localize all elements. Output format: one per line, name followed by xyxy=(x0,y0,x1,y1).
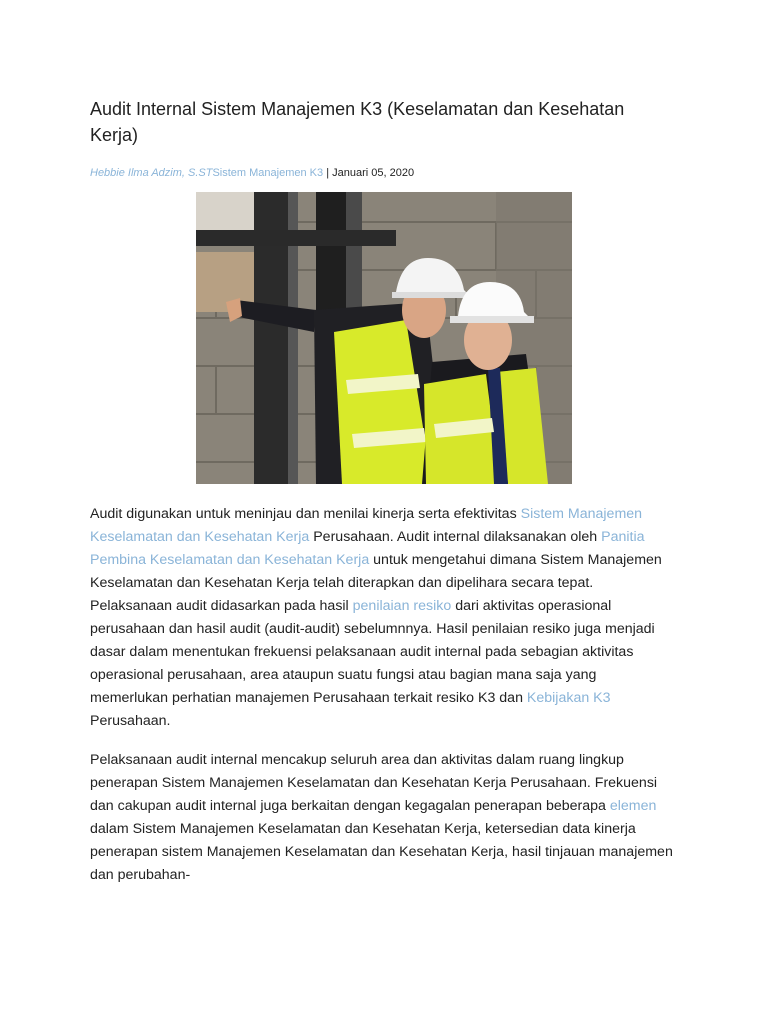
paragraph-1 xyxy=(90,503,678,733)
paragraph-text: Audit digunakan untuk meninjau dan menilai kinerja serta efektivitas xyxy=(90,506,521,522)
category-link[interactable]: Sistem Manajemen K3 xyxy=(212,167,324,179)
paragraph-2 xyxy=(90,749,678,887)
paragraph-text: untuk mengetahui dimana Sistem Manajemen Keselamatan dan Kesehatan Kerja telah diterapkan dan dipelihara secara tepat. Pelaksanaan audit didasarkan pada hasil xyxy=(90,552,662,614)
article-image xyxy=(196,192,572,484)
article-body xyxy=(90,503,678,903)
post-meta xyxy=(90,165,670,181)
paragraph-text: dari aktivitas operasional perusahaan dan hasil audit (audit-audit) sebelumnnya. Hasil penilaian resiko juga menjadi dasar dalam menentukan frekuensi pelaksanaan audit internal pada sebagian aktivitas operasional perusahaan, area ataupun suatu fungsi atau bagian mana saja yang memerlukan perhatian manajemen Perusahaan terkait resiko K3 dan xyxy=(90,598,655,706)
author-link[interactable]: Hebbie Ilma Adzim, S.ST xyxy=(90,167,213,179)
link-panitia-pembina[interactable]: Panitia Pembina Keselamatan dan Kesehatan Kerja xyxy=(90,529,645,568)
post-date: Januari 05, 2020 xyxy=(332,167,415,179)
link-kebijakan-k3[interactable]: Kebijakan K3 xyxy=(526,690,611,706)
paragraph-text: dalam Sistem Manajemen Keselamatan dan Kesehatan Kerja, ketersedian data kinerja penerapan sistem Manajemen Keselamatan dan Kesehatan Kerja, hasil tinjauan manajemen dan perubahan- xyxy=(90,821,673,883)
meta-separator: | xyxy=(323,167,333,179)
link-penilaian-resiko[interactable]: penilaian resiko xyxy=(352,598,452,614)
paragraph-text: Perusahaan. Audit internal dilaksanakan oleh xyxy=(309,529,602,545)
page-title: Audit Internal Sistem Manajemen K3 (Keselamatan dan Kesehatan Kerja) xyxy=(90,99,625,145)
paragraph-text: Pelaksanaan audit internal mencakup seluruh area dan aktivitas dalam ruang lingkup penerapan Sistem Manajemen Keselamatan dan Kesehatan Kerja Perusahaan. Frekuensi dan cakupan audit internal juga berkaitan dengan kegagalan penerapan beberapa xyxy=(90,752,658,814)
link-elemen[interactable]: elemen xyxy=(609,798,657,814)
link-sistem-manajemen[interactable]: Sistem Manajemen Keselamatan dan Kesehatan Kerja xyxy=(90,506,643,545)
article-header xyxy=(90,96,670,181)
paragraph-text: Perusahaan. xyxy=(90,713,171,729)
